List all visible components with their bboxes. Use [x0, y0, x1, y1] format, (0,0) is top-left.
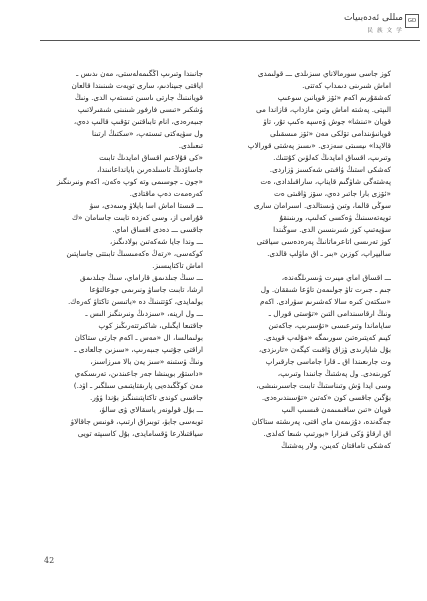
text-line: اق ارقاۋ ۋكى قىزارا «بورتىپ شىعا كەلدى.	[263, 429, 391, 438]
text-line: «سكتەن كىرە سالا كەشىرىم سۋرادى. اكەم	[260, 297, 391, 306]
text-line: بۇگىن جاقسى كون «كەتىن «تۇسىندىرەدى.	[261, 393, 391, 402]
text-column-left	[35, 68, 203, 440]
text-line: تىعىلدى.	[178, 141, 203, 150]
text-line: بولمايدى، كۆتتىنىڭ دە «باتىسن تاكتاۋ كەرەك.	[67, 297, 203, 306]
text-line: قۇرامى از، وسى كەزدە تابىت جاسامان «ك	[71, 213, 203, 222]
text-line: سياقتىلارعا ۋقسامايدى، بۇل كاسىپتە تويى	[77, 429, 203, 438]
text-line: ۋشكىر «تىسى فارفور شىنىنى شىقىرلاتىپ	[77, 105, 203, 114]
text-line: وسى ايدا ۋش وتىناستىڭ تابىت جاسىرىنىشى،	[256, 381, 391, 390]
text-line: جاقسى كوندى تاكتاپتىنىنگىز بۇندا ۋۇر.	[90, 393, 203, 402]
text-line: تويەتەسىنىڭ ۋەكسى كەلىپ، ورىنىنقۇ	[279, 213, 391, 222]
text-line: جەگەندە، دۇزىمەن ماي اقتى، پەرىشتە ستاكان	[252, 417, 391, 426]
text-line: اراقتى جۇتىپ جىبەرىپ، «سىزىن جالعادى ـ	[74, 345, 203, 354]
text-line: قويانىنىڭ جارتى ىاسىن تىستەپ الدى. ونىڭ	[74, 93, 203, 102]
text-line: جانىندا وتىرىپ اڭگىمەلەستى، مەن ىدىس ـ	[76, 69, 203, 78]
text-line: ول سۋيەكتى تىستەپ، «سكتىڭ ارتىنا	[91, 129, 203, 138]
text-line: قويانىۋىندامى تۆلكى مەن «ئۆز مىسقىلى	[270, 129, 391, 138]
text-line: جاقتىعا ايگىلى، شاكىرتتەرىڭىز كوپ	[98, 321, 203, 330]
text-line: اماش تاكتاپىسىز.	[152, 261, 203, 270]
text-line: بۇل شايارىدى ۋزاق ۋاقىت كيگەن «تارىزدى،	[258, 345, 391, 354]
text-line: «داستۇر بويىنشا جەر جاعىندىن، تەرىسكەي	[74, 369, 203, 378]
text-line: سۋيەتىپ كوز شىرىنسىن الدى. سوڭىندا	[273, 225, 391, 234]
text-line: ـــ سىڭ جىلدىمق قاراماي، سىڭ جىلدىمق	[80, 273, 203, 282]
text-line: وتىرىپ، اقساق امايدىڭ كەلۋىن كۇتتىك.	[273, 153, 391, 162]
text-line: جىم ـ جىرت تاۋ جولىمەن تاۋعا شىققان. ول	[260, 285, 391, 294]
text-line: كەشقۇرىم اكەم «ئۆز قويانىن سوعىپ	[277, 93, 391, 102]
text-line: ارشا، تابىت جاساۋ ونىرىمى جوعالتۇعا	[89, 285, 203, 294]
text-line: كوكەسى، «رتەڭ ەكەمىسىڭ تابىتتى جاساپتىن	[66, 249, 203, 258]
text-line: كوز تەرىسى اتاعرماتانىڭ پەرەدەسى سياقتى	[256, 237, 391, 246]
journal-subtitle: 民 族 文 学	[367, 28, 403, 34]
text-line: ـــ اقساق اماي ميىرت ۋىسرىلگەندە،	[281, 273, 391, 282]
masthead	[307, 14, 419, 36]
text-line: ـــ بۇل قولونەر ياسقالاي ۋى سالۋ،	[99, 405, 203, 414]
header-rule	[40, 40, 420, 41]
text-line: سوڭى قالما، وتىن ۋىستالدى. اسىرامان سارى	[253, 201, 391, 210]
text-line: ونىڭ ۋستىنە «سىز يەن بالا مىرزاسىز،	[90, 357, 203, 366]
text-line: اماش شىرىنى دىمداپ كەتتى.	[302, 81, 391, 90]
text-line: كەرەمەت دەپ ماقتادى.	[129, 189, 203, 198]
text-line: توبەسى جابۋ، توبىراق ارتىپ، قونىس جاقالاۋ	[70, 417, 203, 426]
text-line: ـــ قىستا اماش اسا بايلاۋ وسەدى، سۋ	[89, 201, 203, 210]
journal-logo: GD	[405, 14, 419, 28]
text-line: اياقتى جىينادىم، سارى تويەت شىنىندا قالعان	[71, 81, 203, 90]
journal-title: مىللى ئەدەبىيات	[343, 13, 403, 23]
text-line: قويان «تىن ساقىمىمەن قىسىپ الىپ	[281, 405, 391, 414]
page-number: 42	[44, 556, 55, 565]
text-line: قالاپدا» ىيسىتى سەزدى. «ىسىز پەشتى قورالاپ	[247, 141, 391, 150]
text-line: كەشكى استىڭ ۋاقىتى شەكسىز ۋزاردى.	[269, 165, 391, 174]
text-line: جىبەرەدى، انام تابىاقتىن تۆقىپ قالىپ دەي،	[73, 117, 203, 126]
text-line: «كى قۇلاعىم اقساق امايدىڭ تابىت	[99, 153, 203, 162]
text-line: مەن كوڭگىدەيى پارىقتايتىمى سىلگىر ـ اۋد.)	[73, 381, 203, 390]
text-line: ساليپراپ، كوزىن «بىر ـ اق ماۋلپ قالدى.	[267, 249, 391, 258]
text-line: كيىم كەيتىرەتىن سورىمگە «مۇلەپ قويدى.	[263, 333, 391, 342]
text-column-right	[223, 68, 391, 452]
text-line: ـــ وندا جايا شەكەتىن بولادىگىز،	[109, 237, 203, 246]
text-line: بولىمالسا، ال «مەس ـ اكەم جارتى ستاكان	[74, 333, 203, 342]
text-line: پەشتەگى شاۋگىم قايناپ، ساراقىلدادى، ەت	[260, 177, 391, 186]
text-line: كەشكى تاماقتان كەيىن، ولار پەشتىڭ	[281, 441, 391, 450]
text-line: جاقسى ـــ دەدى اقساق اماي.	[112, 225, 203, 234]
text-line: ونىڭ ارقاسىندامى التىن «تۇستى قورال ـ	[268, 309, 391, 318]
text-line: جاساۋدىڭ تاسىلدەرىن بايانداعانىندا،	[96, 165, 203, 174]
text-line: قويان «تىنشا» جوش ۋەسپە ەكىپ تۇر، تاۋ	[263, 117, 391, 126]
text-line: كورىنەدى. ول پەشتىڭ جانىندا وتىرىپ،	[277, 369, 391, 378]
text-line: الىپتى. پەشتە اماش وتىن مازداپ، قازاندا مى	[255, 105, 391, 114]
text-line: ـــ ول ارينە، «سىزدىڭ ونىرىنگىز الىس ـ	[85, 309, 203, 318]
text-line: ساياماندا وتىرعىسى «تۇسىرىپ، جاكەتىن	[268, 321, 391, 330]
text-line: وت جارىعىندا اق ـ قارا جاماسى جارقىراپ	[265, 357, 391, 366]
text-line: كوز جاسى سورمالاناي سىزىلدى ـــ قولىمدى	[257, 69, 391, 78]
text-line: «ئۆزى بارا جاتىر دەي، سۆز ۋاقىتى ەت	[274, 189, 391, 198]
text-line: «جون ـ جوسىمى وتە كوپ ەكەن، اكەم ونىرىنگىز	[56, 177, 203, 186]
text-line	[223, 260, 391, 272]
